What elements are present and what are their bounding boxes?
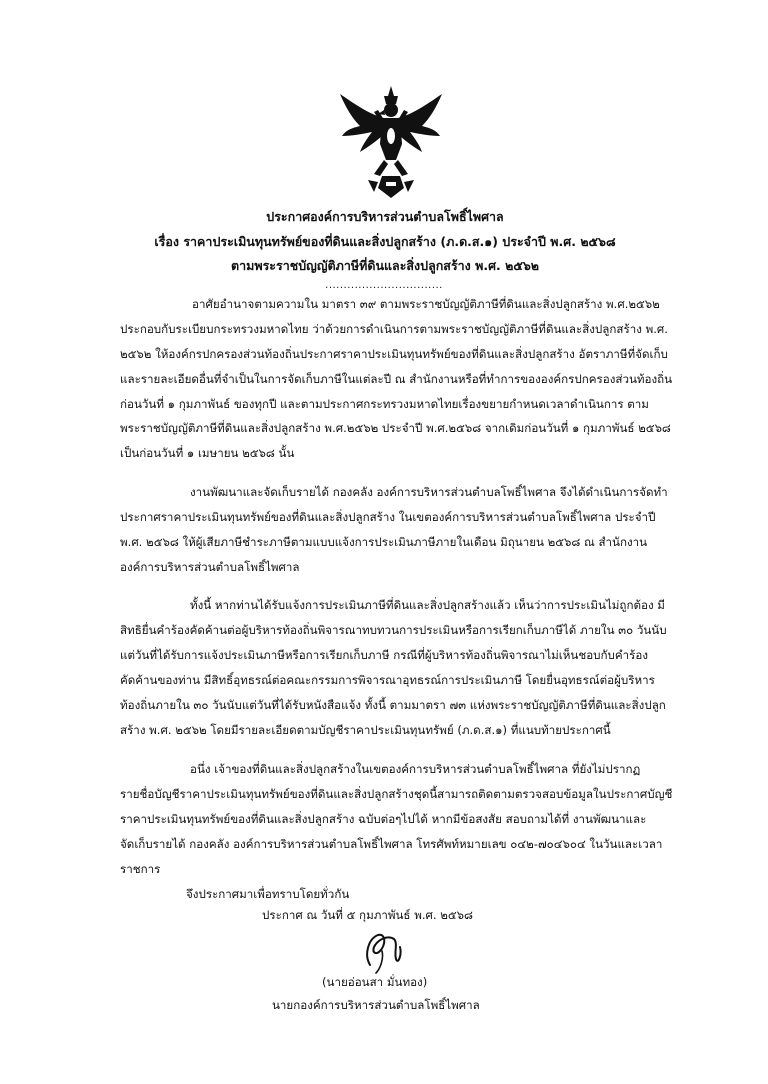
handwritten-signature — [360, 925, 406, 977]
paragraph-4-line: จัดเก็บรายได้ กองคลัง องค์การบริหารส่วนตำบลโพธิ์ไพศาล โทรศัพท์หมายเลข ๐๔๒-๗๐๔๖๐๔ ในวันและเวลา — [120, 837, 663, 851]
paragraph-3-line: แต่วันที่ได้รับการแจ้งประเมินภาษีหรือการเรียกเก็บภาษี กรณีที่ผู้บริหารท้องถิ่นพิจารณาไม่เห็นชอบกับคำร้อง — [120, 648, 649, 662]
paragraph-4-line: ราคาประเมินทุนทรัพย์ของที่ดินและสิ่งปลูกสร้าง ฉบับต่อๆไปได้ หากมีข้อสงสัย สอบถามได้ที่ งานพัฒนาและ — [120, 812, 647, 826]
paragraph-1-line: และรายละเอียดอื่นที่จำเป็นในการจัดเก็บภาษีในแต่ละปี ณ สำนักงานหรือที่ทำการขององค์กรปกครองส่วนท้องถิ่น — [120, 372, 673, 386]
garuda-emblem-icon — [338, 84, 444, 200]
paragraph-1-line: อาศัยอำนาจตามความใน มาตรา ๓๙ ตามพระราชบัญญัติภาษีที่ดินและสิ่งปลูกสร้าง พ.ศ.๒๕๖๒ — [192, 297, 660, 311]
paragraph-1-line: เป็นก่อนวันที่ ๑ เมษายน ๒๕๖๘ นั้น — [120, 446, 295, 460]
paragraph-1-line: ๒๕๖๒ ให้องค์กรปกครองส่วนท้องถิ่นประกาศราคาประเมินทุนทรัพย์ของที่ดินและสิ่งปลูกสร้าง อัตราภาษีที่จัดเก็บ — [120, 347, 668, 361]
paragraph-1-line: ก่อนวันที่ ๑ กุมภาพันธ์ ของทุกปี และตามประกาศกระทรวงมหาดไทยเรื่องขยายกำหนดเวลาดำเนินการ ตาม — [120, 397, 649, 411]
paragraph-3-line: สิทธิยื่นคำร้องคัดค้านต่อผู้บริหารท้องถิ่นพิจารณาทบทวนการประเมินหรือการเรียกเก็บภาษีได้ ภายใน ๓๐ วันนับ — [120, 623, 667, 637]
announcement-title: ประกาศองค์การบริหารส่วนตำบลโพธิ์ไพศาล — [266, 209, 504, 224]
heading-divider: ................................ — [325, 280, 443, 291]
paragraph-3-line: สร้าง พ.ศ. ๒๕๖๒ โดยมีรายละเอียดตามบัญชีราคาประเมินทุนทรัพย์ (ภ.ด.ส.๑) ที่แนบท้ายประกาศนี้ — [120, 723, 611, 737]
paragraph-3-line: คัดค้านของท่าน มีสิทธิ์อุทธรณ์ต่อคณะกรรมการพิจารณาอุทธรณ์การประเมินภาษี โดยยื่นอุทธรณ์ต่อผู้บริหาร — [120, 673, 655, 687]
paragraph-4-line: ราชการ — [120, 862, 161, 876]
paragraph-3-line: ทั้งนี้ หากท่านได้รับแจ้งการประเมินภาษีที่ดินและสิ่งปลูกสร้างแล้ว เห็นว่าการประเมินไม่ถูกต้อง มี — [190, 598, 665, 612]
paragraph-3-line: ท้องถิ่นภายใน ๓๐ วันนับแต่วันที่ได้รับหนังสือแจ้ง ทั้งนี้ ตามมาตรา ๗๓ แห่งพระราชบัญญัติภาษีที่ดินและสิ่งปลูก — [120, 698, 666, 712]
paragraph-2-line: ประกาศราคาประเมินทุนทรัพย์ของที่ดินและสิ่งปลูกสร้าง ในเขตองค์การบริหารส่วนตำบลโพธิ์ไพศาล ประจำปี — [120, 510, 656, 524]
announcement-law-reference: ตามพระราชบัญญัติภาษีที่ดินและสิ่งปลูกสร้าง พ.ศ. ๒๕๖๒ — [230, 258, 540, 273]
paragraph-2-line: องค์การบริหารส่วนตำบลโพธิ์ไพศาล — [120, 560, 300, 574]
closing-statement: จึงประกาศมาเพื่อทราบโดยทั่วกัน — [186, 887, 350, 901]
paragraph-1-line: พระราชบัญญัติภาษีที่ดินและสิ่งปลูกสร้าง พ.ศ.๒๕๖๒ ประจำปี พ.ศ.๒๕๖๘ จากเดิมก่อนวันที่ ๑ กุมภาพันธ์ ๒๕๖๘ — [120, 421, 671, 435]
paragraph-2-line: งานพัฒนาและจัดเก็บรายได้ กองคลัง องค์การบริหารส่วนตำบลโพธิ์ไพศาล จึงได้ดำเนินการจัดทำ — [190, 485, 668, 499]
paragraph-2-line: พ.ศ. ๒๕๖๘ ให้ผู้เสียภาษีชำระภาษีตามแบบแจ้งการประเมินภาษีภายในเดือน มิถุนายน ๒๕๖๘ ณ สำนักงาน — [120, 535, 648, 549]
signatory-title: นายกองค์การบริหารส่วนตำบลโพธิ์ไพศาล — [272, 998, 480, 1012]
paragraph-4-line: รายชื่อบัญชีราคาประเมินทุนทรัพย์ของที่ดินและสิ่งปลูกสร้างชุดนี้สามารถติดตามตรวจสอบข้อมูลในประกาศบัญชี — [120, 787, 673, 801]
paragraph-1-line: ประกอบกับระเบียบกระทรวงมหาดไทย ว่าด้วยการดำเนินการตามพระราชบัญญัติภาษีที่ดินและสิ่งปลูกสร้าง พ.ศ. — [120, 322, 668, 336]
paragraph-4-line: อนึ่ง เจ้าของที่ดินและสิ่งปลูกสร้างในเขตองค์การบริหารส่วนตำบลโพธิ์ไพศาล ที่ยังไม่ปรากฏ — [190, 762, 641, 776]
announcement-date: ประกาศ ณ วันที่ ๕ กุมภาพันธ์ พ.ศ. ๒๕๖๘ — [262, 908, 473, 922]
announcement-subject: เรื่อง ราคาประเมินทุนทรัพย์ของที่ดินและสิ่งปลูกสร้าง (ภ.ด.ส.๑) ประจำปี พ.ศ. ๒๕๖๘ — [154, 234, 616, 249]
signatory-name: (นายอ่อนสา มั่นทอง) — [322, 975, 428, 989]
